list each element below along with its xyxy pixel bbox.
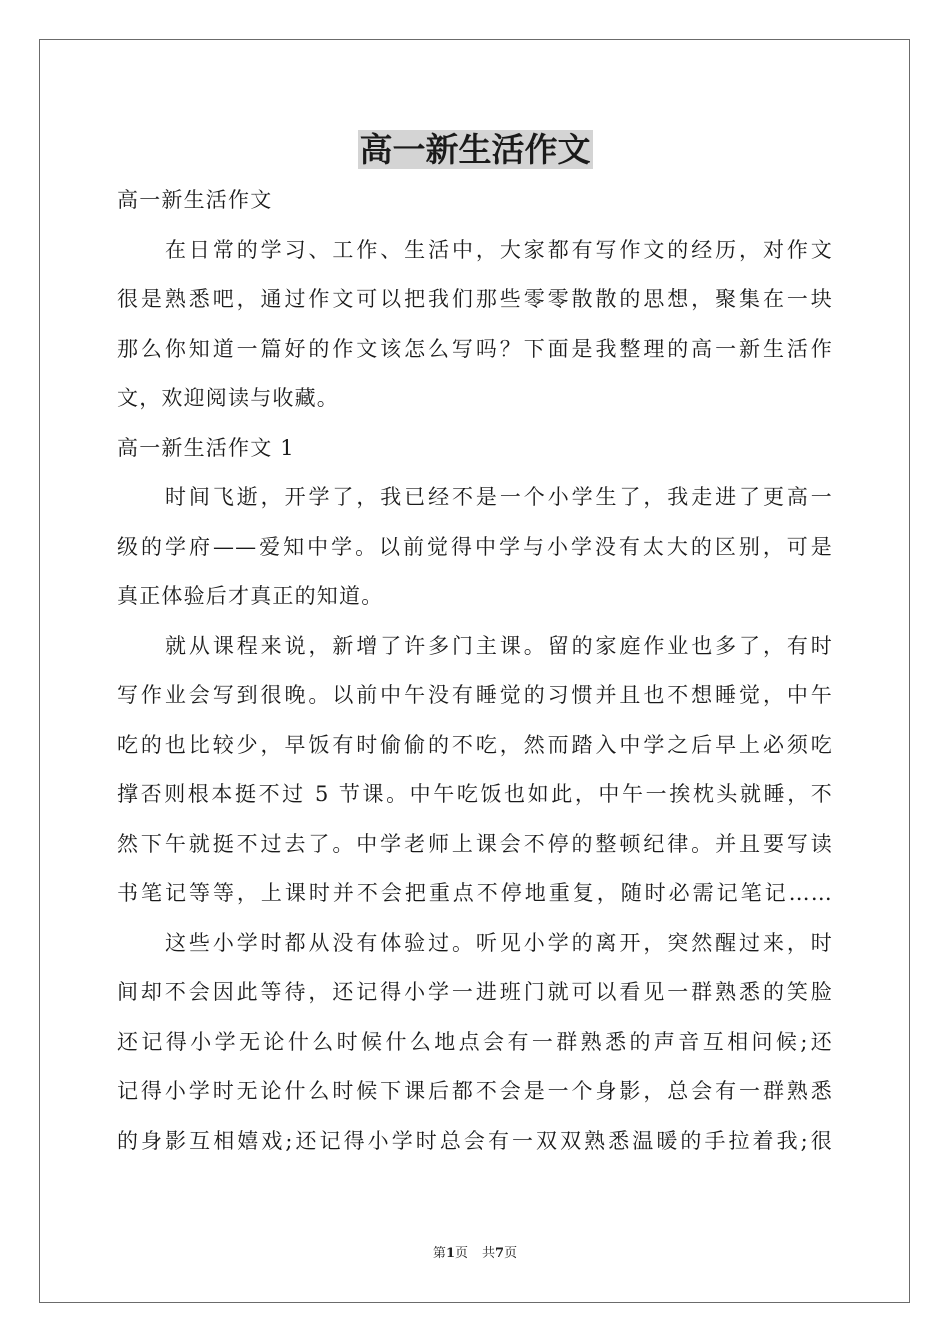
text-line: 间却不会因此等待，还记得小学一进班门就可以看见一群熟悉的笑脸	[117, 980, 833, 1004]
page-footer	[0, 1244, 950, 1264]
text-line: 书笔记等等，上课时并不会把重点不停地重复，随时必需记笔记……	[117, 881, 833, 905]
text-line: 很是熟悉吧，通过作文可以把我们那些零零散散的思想，聚集在一块	[117, 287, 833, 311]
text-line: 在日常的学习、工作、生活中，大家都有写作文的经历，对作文	[165, 237, 833, 262]
text-line: 级的学府——爱知中学。以前觉得中学与小学没有太大的区别，可是	[117, 534, 833, 559]
footer-total-prefix: 共	[482, 1246, 496, 1261]
text-line: 真正体验后才真正的知道。	[117, 584, 384, 608]
footer-total-suffix: 页	[504, 1246, 518, 1261]
text-line: 撑否则根本挺不过 5 节课。中午吃饭也如此，中午一挨枕头就睡，不	[117, 782, 833, 806]
text-line: 写作业会写到很晚。以前中午没有睡觉的习惯并且也不想睡觉，中午	[117, 683, 833, 707]
text-line: 时间飞逝，开学了，我已经不是一个小学生了，我走进了更高一	[165, 485, 833, 509]
document-title-text: 高一新生活作文	[359, 130, 591, 169]
text-line: 吃的也比较少，早饭有时偷偷的不吃，然而踏入中学之后早上必须吃	[117, 732, 833, 757]
section-heading: 高一新生活作文	[117, 188, 273, 212]
document-title	[0, 128, 950, 172]
footer-page-number: 1	[445, 1246, 455, 1261]
section-heading: 高一新生活作文 1	[117, 435, 295, 460]
text-line: 还记得小学无论什么时候什么地点会有一群熟悉的声音互相问候;还	[117, 1029, 833, 1054]
text-line: 这些小学时都从没有体验过。听见小学的离开，突然醒过来，时	[165, 930, 833, 955]
footer-page-suffix: 页	[454, 1246, 468, 1261]
text-line: 就从课程来说，新增了许多门主课。留的家庭作业也多了，有时	[165, 633, 833, 658]
text-line: 那么你知道一篇好的作文该怎么写吗？下面是我整理的高一新生活作	[117, 336, 833, 361]
text-line: 的身影互相嬉戏;还记得小学时总会有一双双熟悉温暖的手拉着我;很	[117, 1128, 833, 1153]
footer-page-prefix: 第	[432, 1246, 446, 1261]
text-line: 文，欢迎阅读与收藏。	[117, 386, 339, 410]
footer-total-pages: 7	[495, 1246, 505, 1261]
document-body	[117, 176, 833, 1166]
text-line: 然下午就挺不过去了。中学老师上课会不停的整顿纪律。并且要写读	[117, 831, 833, 856]
text-line: 记得小学时无论什么时候下课后都不会是一个身影，总会有一群熟悉	[117, 1079, 833, 1103]
